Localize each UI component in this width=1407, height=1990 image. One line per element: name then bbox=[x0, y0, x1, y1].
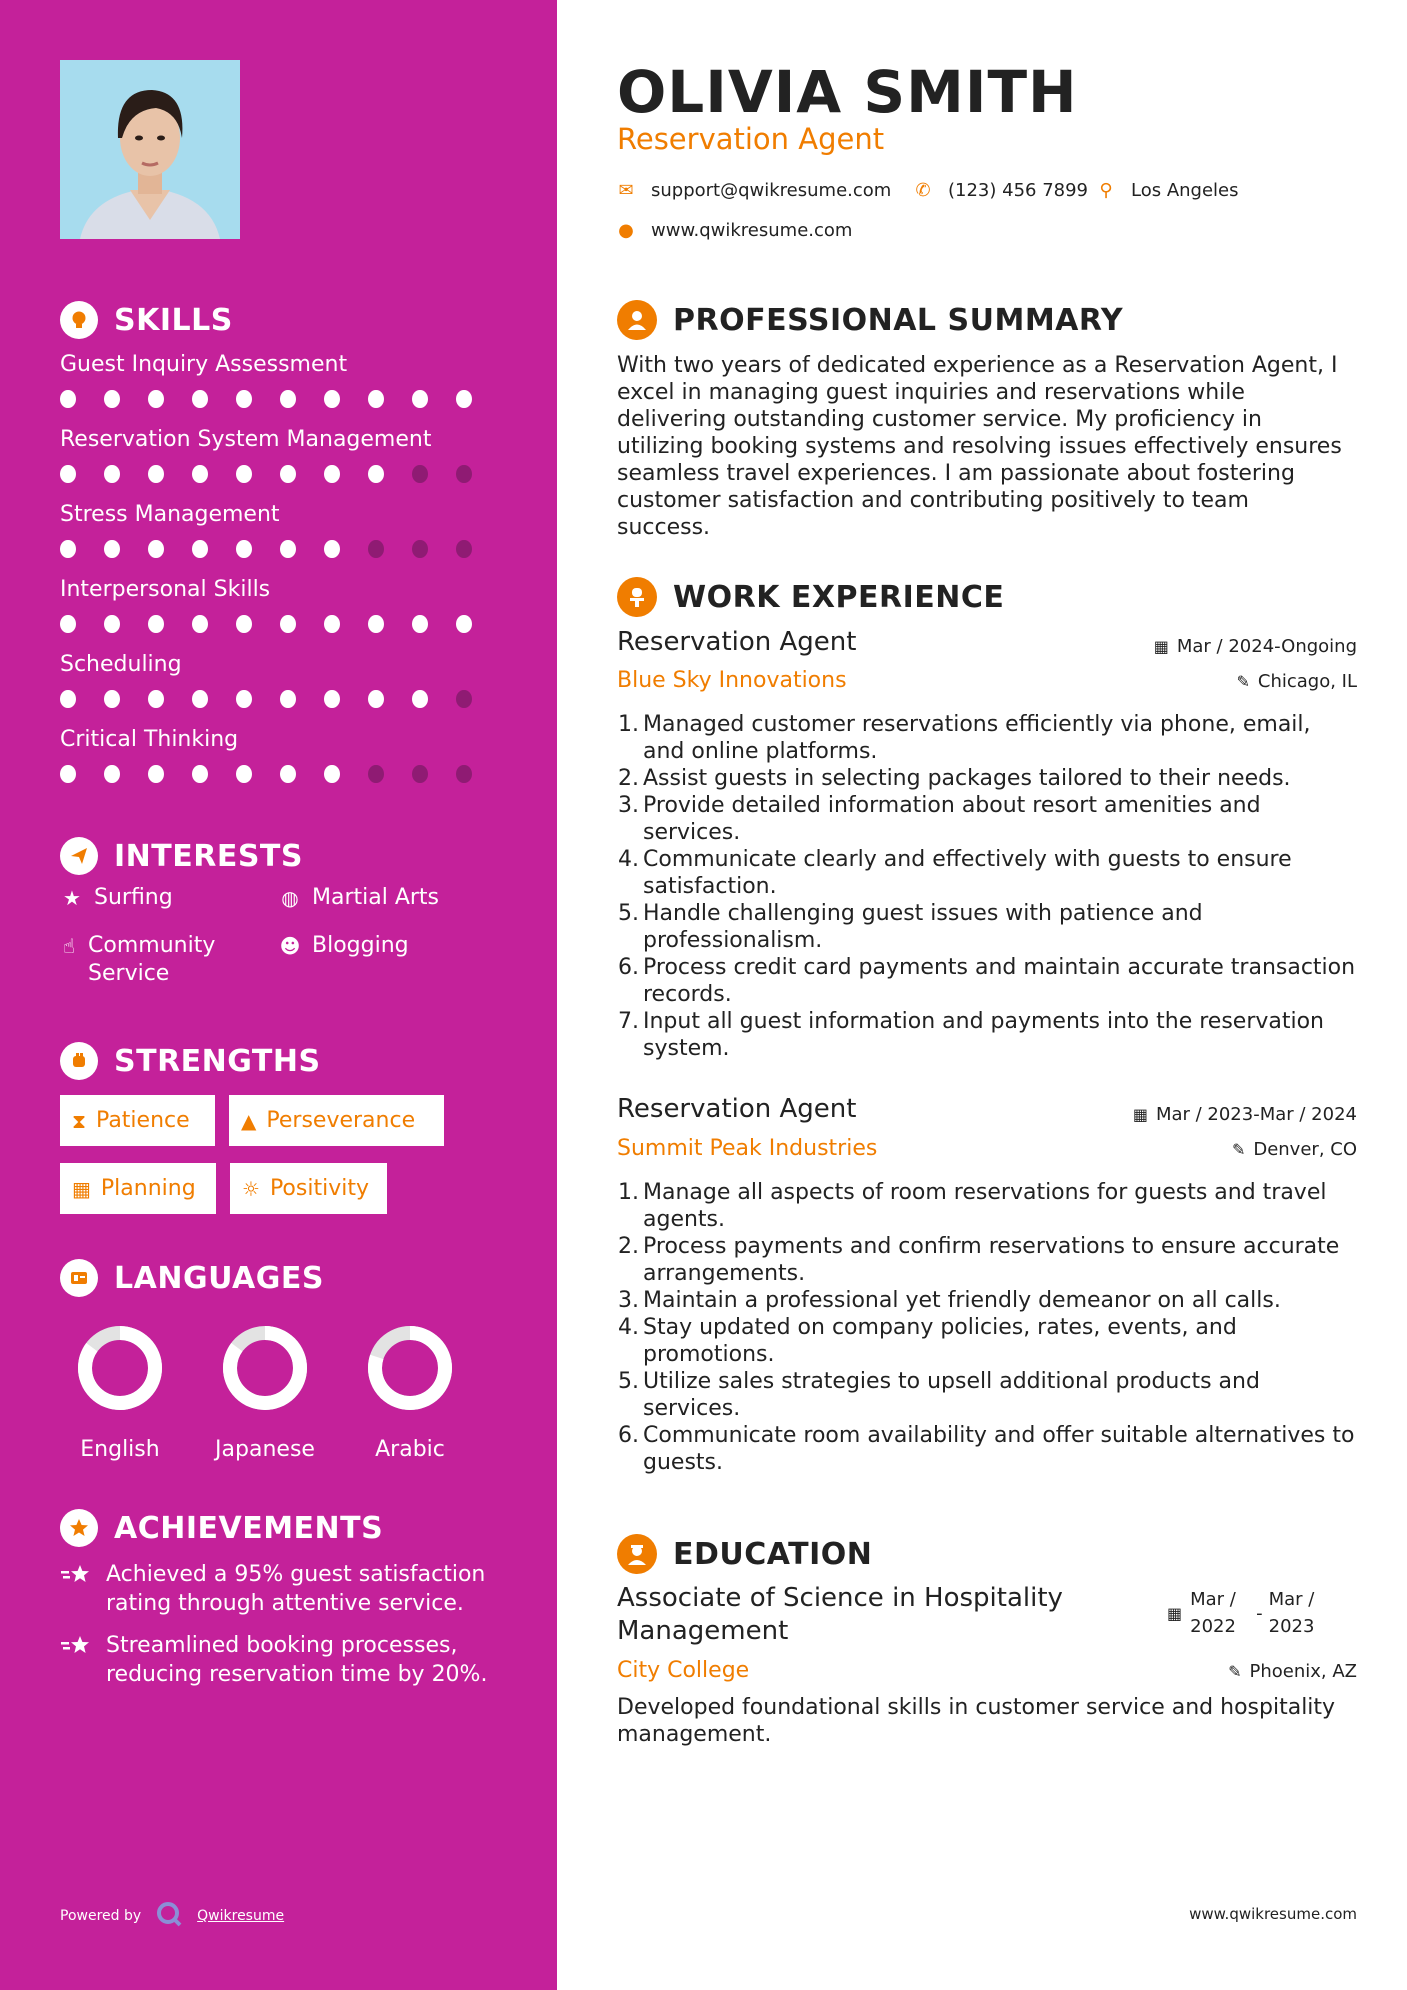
language-name: English bbox=[80, 1437, 160, 1462]
skill-name: Scheduling bbox=[60, 652, 182, 677]
list-number: 2. bbox=[618, 1234, 639, 1259]
skill-rating bbox=[60, 690, 500, 710]
rating-dot bbox=[412, 540, 428, 558]
list-text: Managed customer reservations efficiently via phone, email, and online platforms. bbox=[643, 712, 1311, 764]
pin-icon: ✎ bbox=[1236, 672, 1250, 691]
list-number: 3. bbox=[618, 1288, 639, 1313]
language-donut bbox=[222, 1325, 308, 1411]
user-icon bbox=[617, 300, 657, 340]
list-item bbox=[617, 1368, 1357, 1422]
rating-dot bbox=[104, 465, 120, 483]
lightbulb-icon bbox=[60, 301, 98, 339]
calendar-icon: ▦ bbox=[72, 1176, 91, 1201]
phone-icon: ✆ bbox=[915, 180, 931, 201]
list-item bbox=[617, 792, 1357, 846]
skill-item bbox=[60, 575, 500, 635]
rating-dot bbox=[412, 690, 428, 708]
rating-dot bbox=[104, 690, 120, 708]
school-location: ✎ Phoenix, AZ bbox=[1228, 1661, 1357, 1682]
summary-text: With two years of dedicated experience as a Reservation Agent, I excel in managing guest inquiries and reservations while delivering outstanding customer service. My proficiency in utilizing booking systems and resolving issues effectively ensures seamless travel experiences. I am passionate about fostering customer satisfaction and contributing positively to team success. bbox=[617, 353, 1342, 540]
users-icon: ☻ bbox=[279, 934, 301, 958]
list-item bbox=[617, 1287, 1357, 1314]
job-bullets bbox=[617, 711, 1357, 1062]
achievement-item: Streamlined booking processes, reducing reservation time by 20%. bbox=[60, 1631, 500, 1689]
list-item bbox=[617, 846, 1357, 900]
summary-heading: PROFESSIONAL SUMMARY bbox=[617, 300, 1123, 340]
interests-heading: INTERESTS bbox=[60, 836, 303, 876]
job-dates: ▦ Mar / 2024-Ongoing bbox=[1153, 636, 1357, 657]
rating-dot bbox=[104, 615, 120, 633]
list-number: 6. bbox=[618, 955, 639, 980]
list-text: Provide detailed information about resort amenities and services. bbox=[643, 793, 1261, 845]
list-item bbox=[617, 954, 1357, 1008]
paper-plane-icon bbox=[60, 837, 98, 875]
rating-dot bbox=[192, 465, 208, 483]
star-icon: ★ bbox=[63, 886, 81, 910]
envelope-icon: ✉ bbox=[618, 180, 634, 201]
skill-name: Reservation System Management bbox=[60, 427, 432, 452]
rating-dot bbox=[324, 465, 340, 483]
job-location: ✎ Denver, CO bbox=[1231, 1139, 1357, 1160]
rating-dot bbox=[236, 390, 252, 408]
rating-dot bbox=[412, 615, 428, 633]
rating-dot bbox=[280, 690, 296, 708]
list-number: 5. bbox=[618, 1369, 639, 1394]
company-name: Blue Sky Innovations bbox=[617, 668, 847, 693]
main-content bbox=[557, 0, 1407, 1990]
rating-dot bbox=[60, 690, 76, 708]
rating-dot bbox=[324, 690, 340, 708]
list-number: 2. bbox=[618, 766, 639, 791]
rating-dot bbox=[192, 765, 208, 783]
rating-dot bbox=[368, 540, 384, 558]
languages-heading: LANGUAGES bbox=[60, 1258, 324, 1298]
rating-dot bbox=[192, 540, 208, 558]
list-text: Process payments and confirm reservations to ensure accurate arrangements. bbox=[643, 1234, 1340, 1286]
rating-dot bbox=[456, 465, 472, 483]
language-item bbox=[210, 1325, 320, 1462]
list-number: 4. bbox=[618, 847, 639, 872]
list-item bbox=[617, 1422, 1357, 1476]
list-item bbox=[617, 1008, 1357, 1062]
rating-dot bbox=[280, 465, 296, 483]
rating-dot bbox=[236, 765, 252, 783]
rating-dot bbox=[60, 390, 76, 408]
rating-dot bbox=[192, 690, 208, 708]
strength-badge: ⧗ Patience bbox=[60, 1095, 215, 1146]
rating-dot bbox=[148, 765, 164, 783]
rating-dot bbox=[236, 465, 252, 483]
rating-dot bbox=[456, 615, 472, 633]
education-description: Developed foundational skills in customer service and hospitality management. bbox=[617, 1695, 1336, 1747]
fist-icon bbox=[60, 1042, 98, 1080]
rating-dot bbox=[104, 390, 120, 408]
globe-icon: ● bbox=[618, 220, 634, 241]
achievements-heading: ACHIEVEMENTS bbox=[60, 1508, 383, 1548]
skill-rating bbox=[60, 765, 500, 785]
list-number: 1. bbox=[618, 1180, 639, 1205]
strength-badge: ☼ Positivity bbox=[230, 1163, 387, 1214]
job-bullets bbox=[617, 1179, 1357, 1476]
language-item bbox=[355, 1325, 465, 1462]
skill-rating bbox=[60, 390, 500, 410]
rating-dot bbox=[280, 540, 296, 558]
hourglass-icon: ⧗ bbox=[72, 1108, 87, 1133]
list-item bbox=[617, 765, 1357, 792]
skill-item bbox=[60, 725, 500, 785]
company-name: Summit Peak Industries bbox=[617, 1136, 878, 1161]
date-separator: - bbox=[1256, 1602, 1263, 1624]
skill-item bbox=[60, 350, 500, 410]
rating-dot bbox=[60, 765, 76, 783]
rating-dot bbox=[148, 390, 164, 408]
list-item bbox=[617, 1314, 1357, 1368]
calendar-icon: ▦ bbox=[1132, 1105, 1148, 1124]
list-number: 4. bbox=[618, 1315, 639, 1340]
education-heading: EDUCATION bbox=[617, 1534, 872, 1574]
language-donut bbox=[77, 1325, 163, 1411]
rating-dot bbox=[60, 540, 76, 558]
language-name: Japanese bbox=[215, 1437, 315, 1462]
rating-dot bbox=[280, 615, 296, 633]
job-title: Reservation Agent bbox=[617, 627, 857, 657]
rating-dot bbox=[324, 540, 340, 558]
rating-dot bbox=[148, 465, 164, 483]
skill-rating bbox=[60, 615, 500, 635]
rating-dot bbox=[456, 690, 472, 708]
rating-dot bbox=[456, 765, 472, 783]
skill-name: Critical Thinking bbox=[60, 727, 239, 752]
contact-website: ● www.qwikresume.com bbox=[618, 220, 853, 241]
rating-dot bbox=[368, 765, 384, 783]
sun-icon: ☼ bbox=[242, 1176, 260, 1201]
pin-icon: ✎ bbox=[1231, 1140, 1246, 1159]
job-dates: ▦ Mar / 2023-Mar / 2024 bbox=[1132, 1104, 1357, 1125]
contact-location: ⚲ Los Angeles bbox=[1097, 180, 1239, 201]
skill-item bbox=[60, 425, 500, 485]
rating-dot bbox=[324, 765, 340, 783]
language-item bbox=[65, 1325, 175, 1462]
rating-dot bbox=[104, 540, 120, 558]
skill-name: Stress Management bbox=[60, 502, 280, 527]
rating-dot bbox=[324, 615, 340, 633]
rating-dot bbox=[60, 465, 76, 483]
list-text: Stay updated on company policies, rates, events, and promotions. bbox=[643, 1315, 1237, 1367]
interest-item: ★ Surfing bbox=[60, 884, 173, 912]
rating-dot bbox=[368, 615, 384, 633]
language-donut bbox=[367, 1325, 453, 1411]
list-text: Communicate clearly and effectively with guests to ensure satisfaction. bbox=[643, 847, 1292, 899]
rating-dot bbox=[456, 390, 472, 408]
list-text: Maintain a professional yet friendly demeanor on all calls. bbox=[643, 1288, 1281, 1313]
experience-heading: WORK EXPERIENCE bbox=[617, 577, 1004, 617]
achievement-item: Achieved a 95% guest satisfaction rating through attentive service. bbox=[60, 1560, 500, 1618]
language-icon bbox=[60, 1259, 98, 1297]
rating-dot bbox=[324, 390, 340, 408]
calendar-icon: ▦ bbox=[1167, 1603, 1183, 1623]
rating-dot bbox=[148, 615, 164, 633]
rating-dot bbox=[192, 615, 208, 633]
skill-name: Interpersonal Skills bbox=[60, 577, 271, 602]
strengths-heading: STRENGTHS bbox=[60, 1041, 321, 1081]
skill-name: Guest Inquiry Assessment bbox=[60, 352, 348, 377]
list-number: 6. bbox=[618, 1423, 639, 1448]
degree-title: Associate of Science in Hospitality Management bbox=[617, 1583, 1063, 1646]
road-icon: ▲ bbox=[241, 1108, 257, 1133]
job-title: Reservation Agent bbox=[617, 1094, 857, 1124]
rating-dot bbox=[148, 690, 164, 708]
list-item bbox=[617, 1233, 1357, 1287]
skill-item bbox=[60, 500, 500, 560]
list-number: 5. bbox=[618, 901, 639, 926]
rating-dot bbox=[412, 465, 428, 483]
rating-dot bbox=[60, 615, 76, 633]
rating-dot bbox=[412, 390, 428, 408]
list-text: Assist guests in selecting packages tailored to their needs. bbox=[643, 766, 1291, 791]
contact-email: ✉ support@qwikresume.com bbox=[618, 180, 892, 201]
list-text: Handle challenging guest issues with patience and professionalism. bbox=[643, 901, 1203, 953]
list-text: Input all guest information and payments into the reservation system. bbox=[643, 1009, 1325, 1061]
list-number: 7. bbox=[618, 1009, 639, 1034]
shooting-star-icon bbox=[60, 1560, 96, 1618]
list-number: 3. bbox=[618, 793, 639, 818]
rating-dot bbox=[368, 690, 384, 708]
rating-dot bbox=[104, 765, 120, 783]
profile-photo bbox=[60, 60, 240, 239]
list-item bbox=[617, 711, 1357, 765]
interest-item: ◍ Martial Arts bbox=[278, 884, 439, 912]
rating-dot bbox=[368, 465, 384, 483]
list-text: Manage all aspects of room reservations for guests and travel agents. bbox=[643, 1180, 1327, 1232]
list-item bbox=[617, 900, 1357, 954]
rating-dot bbox=[236, 615, 252, 633]
language-name: Arabic bbox=[375, 1437, 445, 1462]
hand-icon: ☝ bbox=[62, 934, 76, 958]
powered-by: Powered by Qwikresume bbox=[60, 1900, 284, 1932]
rating-dot bbox=[280, 765, 296, 783]
skill-rating bbox=[60, 540, 500, 560]
strength-badge: ▦ Planning bbox=[60, 1163, 216, 1214]
skills-heading: SKILLS bbox=[60, 300, 233, 340]
sidebar bbox=[0, 0, 557, 1990]
globe-icon: ◍ bbox=[281, 886, 299, 910]
school-name: City College bbox=[617, 1658, 750, 1683]
rating-dot bbox=[280, 390, 296, 408]
job-location: ✎ Chicago, IL bbox=[1236, 671, 1357, 692]
interest-item: ☝ Community Service bbox=[60, 932, 250, 988]
skill-rating bbox=[60, 465, 500, 485]
person-title: Reservation Agent bbox=[617, 122, 885, 156]
list-item bbox=[617, 1179, 1357, 1233]
qwikresume-logo-icon bbox=[155, 1900, 183, 1932]
star-badge-icon bbox=[60, 1509, 98, 1547]
rating-dot bbox=[236, 690, 252, 708]
map-pin-icon: ⚲ bbox=[1099, 180, 1113, 201]
graduate-icon bbox=[617, 1534, 657, 1574]
rating-dot bbox=[456, 540, 472, 558]
rating-dot bbox=[412, 765, 428, 783]
skill-item bbox=[60, 650, 500, 710]
person-name: OLIVIA SMITH bbox=[617, 58, 1078, 126]
shooting-star-icon bbox=[60, 1631, 96, 1689]
list-text: Utilize sales strategies to upsell additional products and services. bbox=[643, 1369, 1260, 1421]
list-number: 1. bbox=[618, 712, 639, 737]
rating-dot bbox=[236, 540, 252, 558]
education-dates: ▦ Mar / 2022 - Mar / 2023 bbox=[1167, 1589, 1315, 1637]
podium-icon bbox=[617, 577, 657, 617]
calendar-icon: ▦ bbox=[1153, 637, 1169, 656]
rating-dot bbox=[368, 390, 384, 408]
contact-phone: ✆ (123) 456 7899 bbox=[915, 180, 1089, 201]
rating-dot bbox=[192, 390, 208, 408]
rating-dot bbox=[148, 540, 164, 558]
qwikresume-link[interactable]: Qwikresume bbox=[197, 1908, 285, 1924]
list-text: Process credit card payments and maintain accurate transaction records. bbox=[643, 955, 1356, 1007]
strength-badge: ▲ Perseverance bbox=[229, 1095, 444, 1146]
interest-item: ☻ Blogging bbox=[279, 933, 409, 958]
pin-icon: ✎ bbox=[1228, 1662, 1242, 1681]
footer-url[interactable]: www.qwikresume.com bbox=[1189, 1905, 1357, 1923]
list-text: Communicate room availability and offer suitable alternatives to guests. bbox=[643, 1423, 1355, 1475]
